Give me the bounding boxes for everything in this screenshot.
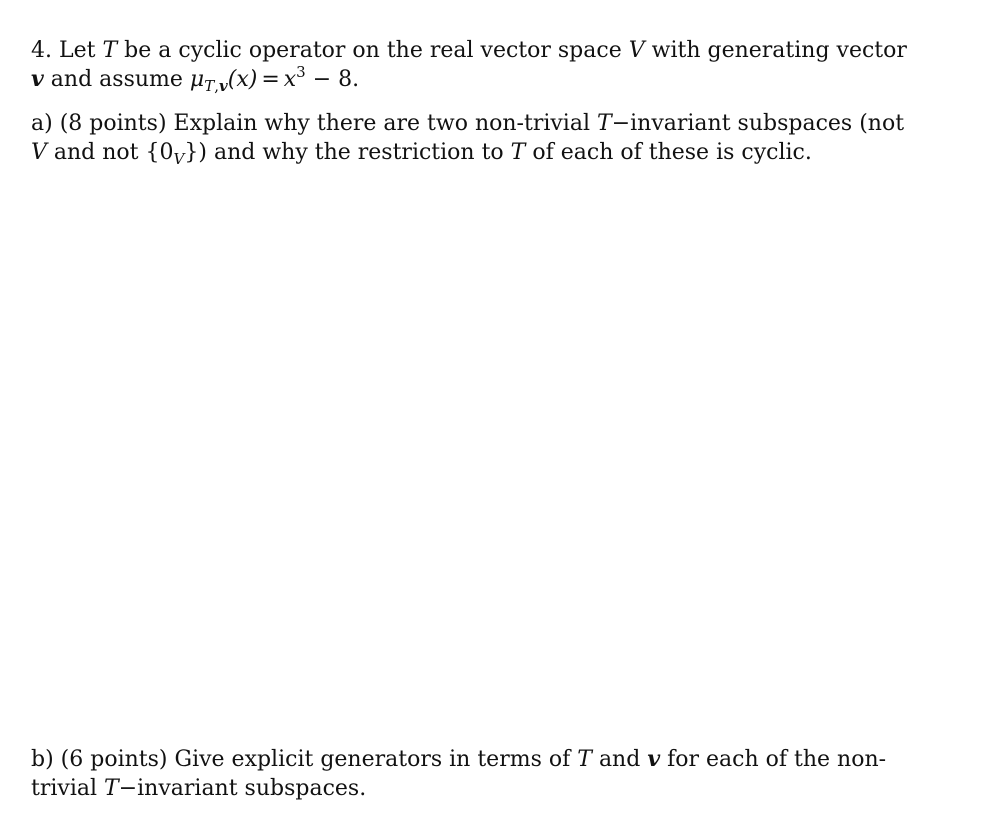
math-v: v — [647, 746, 661, 772]
part-b-line-1: b) (6 points) Give explicit generators in terms of T and v for each of the non- — [31, 746, 887, 772]
part-a — [31, 109, 904, 167]
part-b — [31, 745, 886, 803]
part-b-line-2: trivial T−invariant subspaces. — [31, 776, 367, 801]
part-a-line-2: V and not $\{0_V\}$) and why the restriction to T of each of these is cyclic. — [31, 140, 812, 168]
math-V: V — [31, 140, 47, 165]
part-a-points: (8 points) — [59, 111, 167, 136]
problem-line-2: v and assume $\mu_{T,v}(x) = x^3 - 8$. — [31, 63, 360, 95]
problem-line-1: 4. Let T be a cyclic operator on the real vector space V with generating vector — [31, 38, 907, 63]
math-T: T — [102, 38, 118, 63]
zero-subspace: $\{0_V\}$) — [145, 140, 207, 168]
minimal-polynomial: $\mu_{T,v}(x) = x^3 - 8$. — [189, 63, 360, 95]
part-a-line-1: a) (8 points) Explain why there are two non-trivial T−invariant subspaces (not — [31, 111, 905, 136]
math-V: V — [628, 38, 645, 63]
part-b-points: (6 points) — [60, 747, 168, 772]
math-T: T — [104, 776, 119, 801]
part-b-label: b) — [31, 747, 54, 772]
part-a-label: a) — [31, 111, 53, 136]
math-T: T — [577, 747, 592, 772]
problem-statement — [31, 36, 907, 94]
math-T: T — [597, 111, 612, 136]
math-v: v — [31, 66, 44, 92]
problem-number: 4. — [31, 38, 52, 63]
math-T: T — [510, 140, 526, 165]
